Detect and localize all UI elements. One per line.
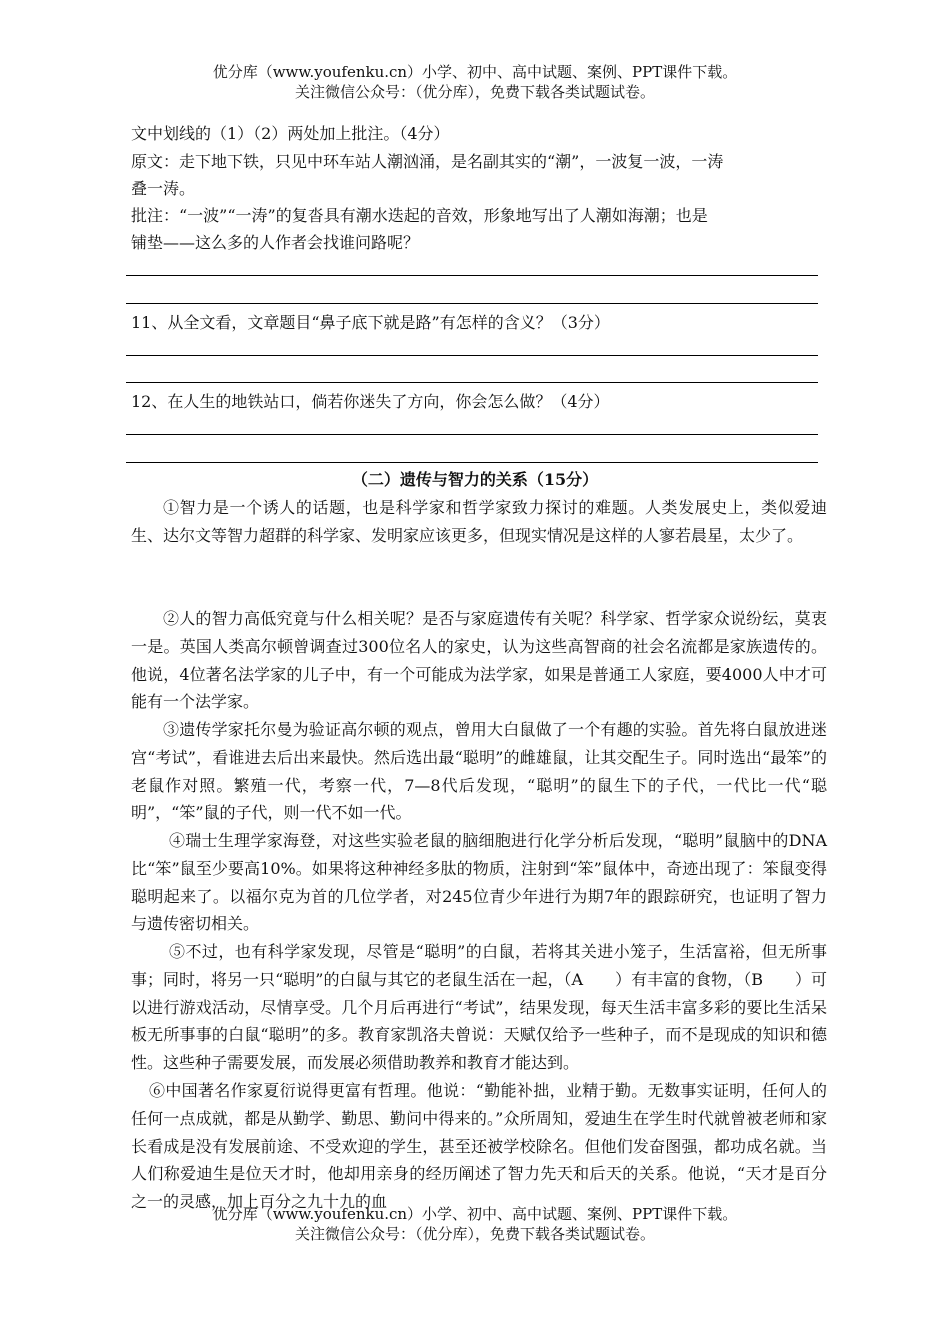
answer-line[interactable] <box>126 303 818 304</box>
answer-line[interactable] <box>126 382 818 383</box>
answer-line[interactable] <box>126 275 818 276</box>
answer-line[interactable] <box>126 355 818 356</box>
paragraph-3: ③遗传学家托尔曼为验证高尔顿的观点，曾用大白鼠做了一个有趣的实验。首先将白鼠放进迷宫“考试”，看谁进去后出来最快。然后选出最“聪明”的雌雄鼠，让其交配生子。同时选出“最笨”的老鼠作对照。繁殖一代，考察一代，7—8代后发现，“聪明”的鼠生下的子代，一代比一代“聪明”，“笨”鼠的子代，则一代不如一代。 <box>131 720 827 823</box>
original-text-line-2: 叠一涛。 <box>131 179 196 198</box>
page-footer <box>0 1204 950 1244</box>
original-text-line-1: 原文：走下地下铁，只见中环车站人潮汹涌，是名副其实的“潮”，一波复一波，一涛 <box>131 152 724 171</box>
page-header <box>0 62 950 102</box>
paragraph-2: ②人的智力高低究竟与什么相关呢？是否与家庭遗传有关呢？科学家、哲学家众说纷纭，莫衷一是。英国人类高尔顿曾调查过300位名人的家史，认为这些高智商的社会名流都是家族遗传的。他说，4位著名法学家的儿子中，有一个可能成为法学家，如果是普通工人家庭，要4000人中才可能有一个法学家。 <box>131 609 827 712</box>
footer-line-2: 关注微信公众号：（优分库），免费下载各类试题试卷。 <box>294 1225 655 1243</box>
answer-line[interactable] <box>126 462 818 463</box>
section-title: （二）遗传与智力的关系（15分） <box>351 470 599 489</box>
paragraph-6: ⑥中国著名作家夏衍说得更富有哲理。他说：“勤能补拙，业精于勤。无数事实证明，任何人的任何一点成就，都是从勤学、勤思、勤问中得来的。”众所周知，爱迪生在学生时代就曾被老师和家长看成是没有发展前途、不受欢迎的学生，甚至还被学校除名。但他们发奋图强，都功成名就。当人们称爱迪生是位天才时，他却用亲身的经历阐述了智力先天和后天的关系。他说，“天才是百分之一的灵感，加上百分之九十九的血 <box>131 1081 827 1212</box>
header-line-2: 关注微信公众号：（优分库），免费下载各类试题试卷。 <box>294 83 655 101</box>
annotation-line-2: 铺垫——这么多的人作者会找谁问路呢？ <box>131 233 420 252</box>
question-11: 11、从全文看，文章题目“鼻子底下就是路”有怎样的含义？（3分） <box>131 313 610 332</box>
annotation-line-1: 批注：“一波”“一涛”的复沓具有潮水迭起的音效，形象地写出了人潮如海潮；也是 <box>131 206 708 225</box>
paragraph-4: ④瑞士生理学家海登，对这些实验老鼠的脑细胞进行化学分析后发现，“聪明”鼠脑中的DNA比“笨”鼠至少要高10%。如果将这种神经多肽的物质，注射到“笨”鼠体中，奇迹出现了：笨鼠变得聪明起来了。以福尔克为首的几位学者，对245位青少年进行为期7年的跟踪研究，也证明了智力与遗传密切相关。 <box>131 831 827 934</box>
question-12: 12、在人生的地铁站口，倘若你迷失了方向，你会怎么做？（4分） <box>131 392 610 411</box>
answer-line[interactable] <box>126 434 818 435</box>
paragraph-5: ⑤不过，也有科学家发现，尽管是“聪明”的白鼠，若将其关进小笼子，生活富裕，但无所事事；同时，将另一只“聪明”的白鼠与其它的老鼠生活在一起，（A ）有丰富的食物，（B ）可以进行游戏活动，尽情享受。几个月后再进行“考试”，结果发现，每天生活丰富多彩的要比生活呆板无所事事的白鼠“聪明”的多。教育家凯洛夫曾说：天赋仅给予一些种子，而不是现成的知识和德性。这些种子需要发展，而发展必须借助教养和教育才能达到。 <box>131 942 827 1073</box>
paragraph-1: ①智力是一个诱人的话题，也是科学家和哲学家致力探讨的难题。人类发展史上，类似爱迪生、达尔文等智力超群的科学家、发明家应该更多，但现实情况是这样的人寥若晨星，太少了。 <box>131 498 827 545</box>
header-line-1: 优分库（www.youfenku.cn）小学、初中、高中试题、案例、PPT课件下载。 <box>212 63 738 81</box>
question-10-prompt: 文中划线的（1）（2）两处加上批注。（4分） <box>131 124 450 143</box>
footer-line-1: 优分库（www.youfenku.cn）小学、初中、高中试题、案例、PPT课件下载。 <box>212 1205 738 1223</box>
